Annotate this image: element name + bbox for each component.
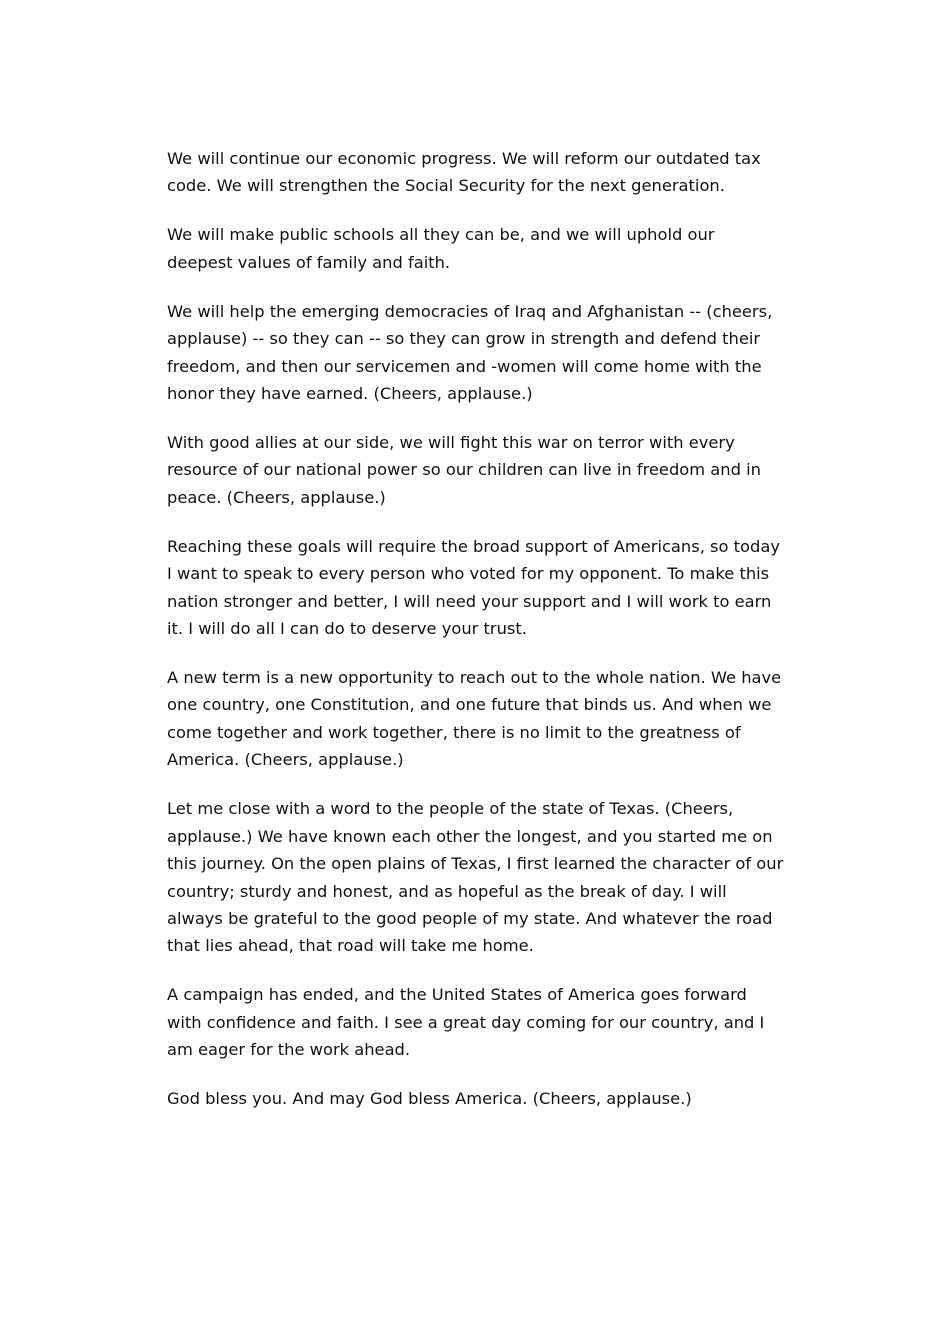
document-body [167,145,785,1134]
paragraph-iraq-afghanistan: We will help the emerging democracies of Iraq and Afghanistan -- (cheers, applause) -- so they can -- so they can grow in strength and defend their freedom, and then our servicemen and -women will come home with the honor they have earned. (Cheers, applause.) [167,301,773,404]
paragraph-texas: Let me close with a word to the people of the state of Texas. (Cheers, applause.) We have known each other the longest, and you started me on this journey. On the open plains of Texas, I first learned the character of our country; sturdy and honest, and as hopeful as the break of day. I will always be grateful to the good people of my state. And whatever the road that lies ahead, that road will take me home. [167,799,784,956]
paragraph-war-on-terror: With good allies at our side, we will fight this war on terror with every resource of our national power so our children can live in freedom and in peace. (Cheers, applause.) [167,433,761,507]
paragraph-new-term: A new term is a new opportunity to reach out to the whole nation. We have one country, one Constitution, and one future that binds us. And when we come together and work together, there is no limit to the greatness of America. (Cheers, applause.) [167,668,782,770]
paragraph-broad-support: Reaching these goals will require the broad support of Americans, so today I want to speak to every person who voted for my opponent. To make this nation stronger and better, I will need your support and I will work to earn it. I will do all I can do to deserve your trust. [167,536,780,639]
paragraph-economic-progress: We will continue our economic progress. We will reform our outdated tax code. We will strengthen the Social Security for the next generation. [167,149,761,196]
paragraph-campaign-ended: A campaign has ended, and the United States of America goes forward with confidence and faith. I see a great day coming for our country, and I am eager for the work ahead. [167,985,765,1060]
paragraph-public-schools: We will make public schools all they can be, and we will uphold our deepest values of family and faith. [167,225,715,272]
paragraph-god-bless: God bless you. And may God bless America. (Cheers, applause.) [167,1089,692,1109]
